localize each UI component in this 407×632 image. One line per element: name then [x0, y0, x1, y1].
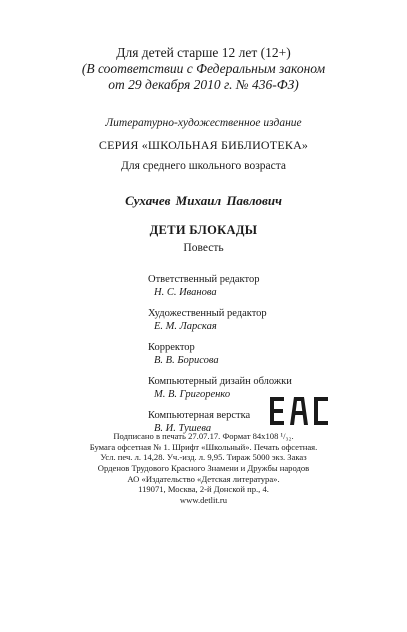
publisher-line: АО «Издательство «Детская литература».: [127, 473, 280, 484]
credit-role: Компьютерная верстка: [148, 410, 251, 421]
book-subtitle: Повесть: [183, 242, 224, 254]
credit-entry: [148, 273, 348, 299]
credit-name: М. В. Григоренко: [154, 389, 231, 400]
age-rating-notice: [0, 45, 407, 93]
print-specs: [0, 431, 407, 463]
print-spec-line: Подписано в печать 27.07.17. Формат 84x108 ¹/₃₂.: [113, 431, 294, 441]
law-reference-line: (В соответствии с Федеральным законом: [81, 61, 326, 76]
credit-name: Е. М. Ларская: [154, 321, 217, 332]
credit-entry: [148, 307, 348, 333]
publisher-info: [0, 463, 407, 505]
publisher-address: 119071, Москва, 2-й Донской пр., 4.: [138, 484, 269, 494]
publisher-website: www.detlit.ru: [179, 494, 228, 505]
series-label: СЕРИЯ «ШКОЛЬНАЯ БИБЛИОТЕКА»: [98, 138, 309, 152]
credit-role: Корректор: [148, 342, 195, 353]
print-spec-line: Бумага офсетная № 1. Шрифт «Школьный». Печать офсетная.: [89, 441, 318, 452]
genre-label: Литературно-художественное издание: [105, 117, 302, 129]
publisher-line: Орденов Трудового Красного Знамени и Дружбы народов: [97, 463, 310, 473]
eac-certification-icon: [268, 395, 330, 427]
law-reference-date: от 29 декабря 2010 г. № 436-ФЗ): [108, 77, 299, 92]
credit-name: В. В. Борисова: [154, 355, 219, 366]
audience-label: Для среднего школьного возраста: [121, 160, 286, 172]
credit-name: Н. С. Иванова: [154, 287, 217, 298]
book-title: ДЕТИ БЛОКАДЫ: [149, 223, 258, 237]
credit-role: Компьютерный дизайн обложки: [148, 376, 292, 387]
credit-role: Ответственный редактор: [148, 274, 260, 285]
author-name: Сухачев Михаил Павлович: [125, 193, 282, 208]
credit-entry: [148, 341, 348, 367]
credit-name: В. И. Тушева: [154, 423, 212, 434]
age-rating-line: Для детей старше 12 лет (12+): [116, 45, 291, 60]
print-spec-line: Усл. печ. л. 14,28. Уч.-изд. л. 9,95. Тираж 5000 экз. Заказ: [100, 452, 307, 462]
credit-role: Художественный редактор: [148, 308, 267, 319]
